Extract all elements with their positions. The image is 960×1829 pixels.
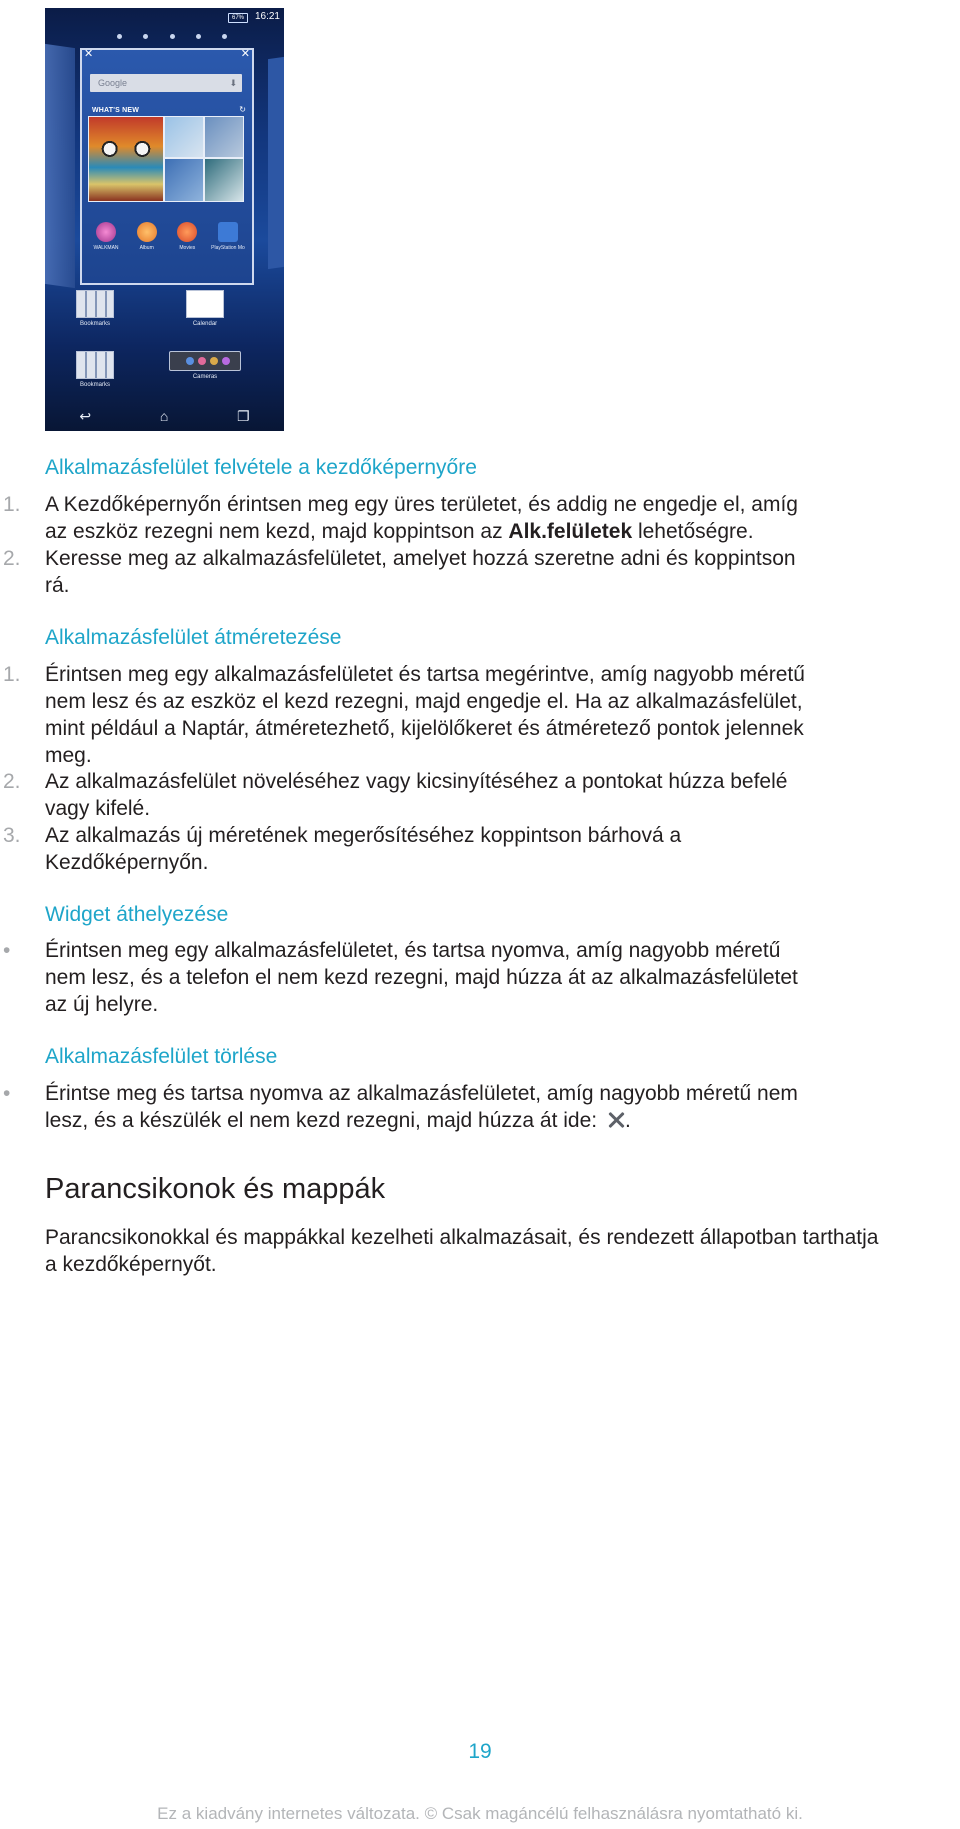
content-thumbnail	[204, 158, 244, 202]
content-thumbnail	[164, 116, 204, 158]
widget-cameras: Cameras	[165, 351, 245, 380]
whats-new-widget	[88, 116, 244, 202]
whats-new-label: WHAT'S NEW	[92, 107, 140, 114]
widget-bookmarks: Bookmarks	[55, 290, 135, 327]
app-playstation: PlayStation Mo	[210, 222, 246, 251]
list-number: 2.	[3, 547, 21, 570]
refresh-icon: ↻	[239, 105, 246, 114]
page-number: 19	[468, 1740, 492, 1763]
list-number: 1.	[3, 663, 21, 686]
step-text: mint például a Naptár, átméretezhető, kijelölőkeret és átméretező pontok jelennek	[45, 717, 804, 740]
movies-icon	[177, 222, 197, 242]
list-number: 3.	[3, 824, 21, 847]
cameras-thumbnail	[169, 351, 241, 371]
mic-icon: ⬇	[229, 78, 237, 88]
bullet: •	[3, 939, 11, 962]
close-icon: ✕	[240, 48, 250, 60]
app-movies: Movies	[169, 222, 205, 251]
bullet-text: lesz, és a készülék el nem kezd rezegni, majd húzza át ide: .	[45, 1109, 631, 1132]
step-text: Kezdőképernyőn.	[45, 851, 209, 874]
navigation-bar	[45, 408, 284, 425]
widget-calendar: Calendar	[165, 290, 245, 327]
battery-icon: 67%	[228, 13, 248, 23]
widget-bookmarks: Bookmarks	[55, 351, 135, 388]
list-number: 1.	[3, 493, 21, 516]
section-heading: Alkalmazásfelület törlése	[45, 1045, 278, 1068]
content-thumbnail	[164, 158, 204, 202]
app-album: Album	[129, 222, 165, 251]
close-x-icon	[607, 1111, 625, 1129]
side-pane-left	[45, 44, 75, 288]
app-dock	[88, 222, 246, 251]
bookmarks-thumbnail	[76, 351, 114, 379]
step-text: Keresse meg az alkalmazásfelületet, amelyet hozzá szeretne adni és koppintson	[45, 547, 796, 570]
home-icon: ⌂	[159, 408, 169, 424]
bullet-text: Érintsen meg egy alkalmazásfelületet, és tartsa nyomva, amíg nagyobb méretű	[45, 939, 781, 962]
section-title: Parancsikonok és mappák	[45, 1173, 386, 1205]
bullet-text: nem lesz, és a telefon el nem kezd rezegni, majd húzza át az alkalmazásfelületet	[45, 966, 798, 989]
bullet-text: Érintse meg és tartsa nyomva az alkalmazásfelületet, amíg nagyobb méretű nem	[45, 1082, 798, 1105]
calendar-thumbnail	[186, 290, 224, 318]
section-heading: Alkalmazásfelület felvétele a kezdőképernyőre	[45, 456, 477, 479]
pane-indicator	[117, 34, 227, 39]
mask-thumbnail	[88, 116, 164, 202]
content-thumbnail	[204, 116, 244, 158]
body-text: Parancsikonokkal és mappákkal kezelheti alkalmazásait, és rendezett állapotban tarthatja	[45, 1226, 879, 1249]
status-time: 16:21	[254, 11, 280, 22]
playstation-icon	[218, 222, 238, 242]
step-text: meg.	[45, 744, 92, 767]
step-text: rá.	[45, 574, 70, 597]
list-number: 2.	[3, 770, 21, 793]
side-pane-right	[268, 57, 284, 269]
section-heading: Alkalmazásfelület átméretezése	[45, 626, 342, 649]
section-heading: Widget áthelyezése	[45, 903, 229, 926]
ui-term: Alk.felületek	[508, 520, 633, 543]
back-icon: ↩	[79, 408, 92, 424]
phone-screenshot	[45, 8, 284, 431]
bookmarks-thumbnail	[76, 290, 114, 318]
status-bar	[45, 8, 284, 28]
search-widget	[90, 74, 242, 92]
body-text: a kezdőképernyőt.	[45, 1253, 217, 1276]
step-text: Az alkalmazás új méretének megerősítéséhez koppintson bárhová a	[45, 824, 682, 847]
recent-apps-icon: ❐	[237, 408, 250, 424]
search-placeholder: Google	[98, 78, 128, 88]
bullet-text: az új helyre.	[45, 993, 159, 1016]
step-text: Érintsen meg egy alkalmazásfelületet és tartsa megérintve, amíg nagyobb méretű	[45, 663, 805, 686]
close-icon: ✕	[84, 48, 94, 60]
home-pane-preview	[80, 48, 254, 285]
app-walkman: WALKMAN	[88, 222, 124, 251]
step-text: A Kezdőképernyőn érintsen meg egy üres területet, és addig ne engedje el, amíg	[45, 493, 798, 516]
widget-row-1	[45, 290, 284, 348]
footer-notice: Ez a kiadvány internetes változata. © Csak magáncélú felhasználásra nyomtatható ki.	[157, 1804, 803, 1823]
step-text: nem lesz és az eszköz el kezd rezegni, majd engedje el. Ha az alkalmazásfelület,	[45, 690, 803, 713]
step-text: vagy kifelé.	[45, 797, 151, 820]
bullet: •	[3, 1082, 11, 1105]
walkman-icon	[96, 222, 116, 242]
step-text: Az alkalmazásfelület növeléséhez vagy kicsinyítéséhez a pontokat húzza befelé	[45, 770, 788, 793]
album-icon	[137, 222, 157, 242]
widget-row-2	[45, 351, 284, 409]
step-text: az eszköz rezegni nem kezd, majd koppintson az Alk.felületek lehetőségre.	[45, 520, 754, 543]
